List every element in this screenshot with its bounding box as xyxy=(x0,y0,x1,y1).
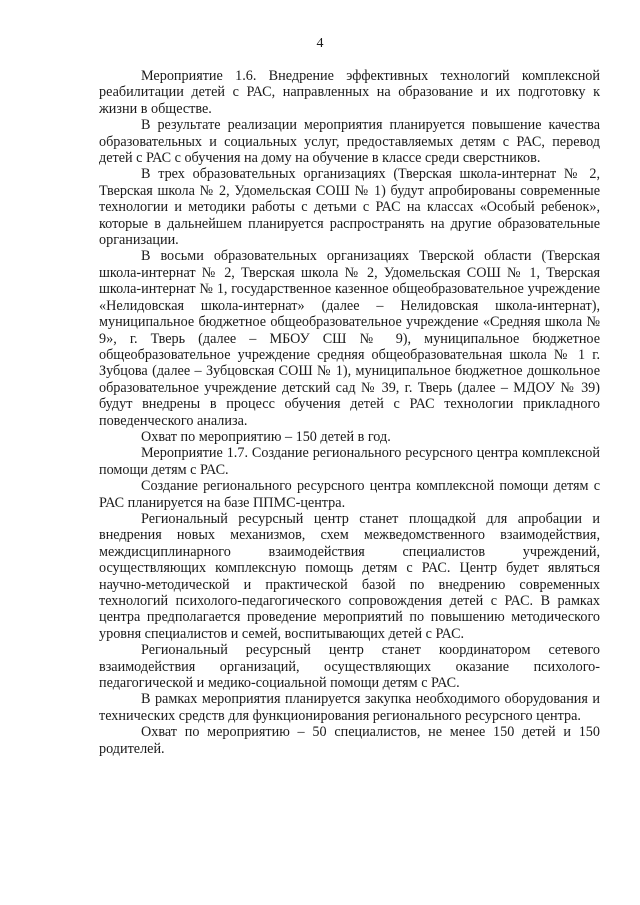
paragraph-center-platform: Региональный ресурсный центр станет площадкой для апробации и внедрения новых механизмов, схем межведомственного взаимодействия, междисциплинарного взаимодействия специалистов учреждений, осуществляющих комплексную помощь детям с РАС. Центр будет являться научно-методической и практической базой по внедрению современных технологий психолого-педагогического сопровождения детей с РАС. В рамках центра предполагается проведение мероприятий по повышению методического уровня специалистов и семей, воспитывающих детей с РАС. xyxy=(99,510,600,642)
paragraph-eight-organizations: В восьми образовательных организациях Тверской области (Тверская школа-интернат № 2, Тверская школа № 2, Удомельская СОШ № 1, Тверская школа-интернат № 1, государственное казенное общеобразовательное учреждение «Нелидовская школа-интернат» (далее – Нелидовская школа-интернат), муниципальное бюджетное общеобразовательное учреждение «Средняя школа № 9», г. Тверь (далее – МБОУ СШ № 9), муниципальное бюджетное общеобразовательное учреждение средняя общеобразовательная школа № 1 г. Зубцова (далее – Зубцовская СОШ № 1), муниципальное бюджетное дошкольное образовательное учреждение детский сад № 39, г. Тверь (далее – МДОУ № 39) будут внедрены в процесс обучения детей с РАС технологии прикладного поведенческого анализа. xyxy=(99,248,600,429)
paragraph-equipment-purchase: В рамках мероприятия планируется закупка необходимого оборудования и технических средств для функционирования регионального ресурсного центра. xyxy=(99,691,600,724)
paragraph-measure-1-7-title: Мероприятие 1.7. Создание регионального ресурсного центра комплексной помощи детям с РАС. xyxy=(99,445,600,478)
document-body xyxy=(99,68,600,757)
paragraph-three-organizations: В трех образовательных организациях (Тверская школа-интернат № 2, Тверская школа № 2, Удомельская СОШ № 1) будут апробированы современные технологии и методики работы с детьми с РАС на классах «Особый ребенок», которые в дальнейшем планируется распространять на другие образовательные организации. xyxy=(99,166,600,249)
paragraph-measure-1-6-result: В результате реализации мероприятия планируется повышение качества образовательных и социальных услуг, предоставляемых детям с РАС, перевод детей с РАС с обучения на дому на обучение в классе среди сверстников. xyxy=(99,117,600,167)
paragraph-coverage-1-7: Охват по мероприятию – 50 специалистов, не менее 150 детей и 150 родителей. xyxy=(99,724,600,757)
paragraph-center-coordinator: Региональный ресурсный центр станет координатором сетевого взаимодействия организаций, осуществляющих оказание психолого-педагогической и медико-социальной помощи детям с РАС. xyxy=(99,642,600,692)
page-number: 4 xyxy=(316,36,324,51)
paragraph-measure-1-6-title: Мероприятие 1.6. Внедрение эффективных технологий комплексной реабилитации детей с РАС, направленных на образование и их подготовку к жизни в обществе. xyxy=(99,68,600,117)
paragraph-center-creation: Создание регионального ресурсного центра комплексной помощи детям с РАС планируется на базе ППМС-центра. xyxy=(99,478,600,511)
paragraph-coverage-1-6: Охват по мероприятию – 150 детей в год. xyxy=(141,428,391,445)
